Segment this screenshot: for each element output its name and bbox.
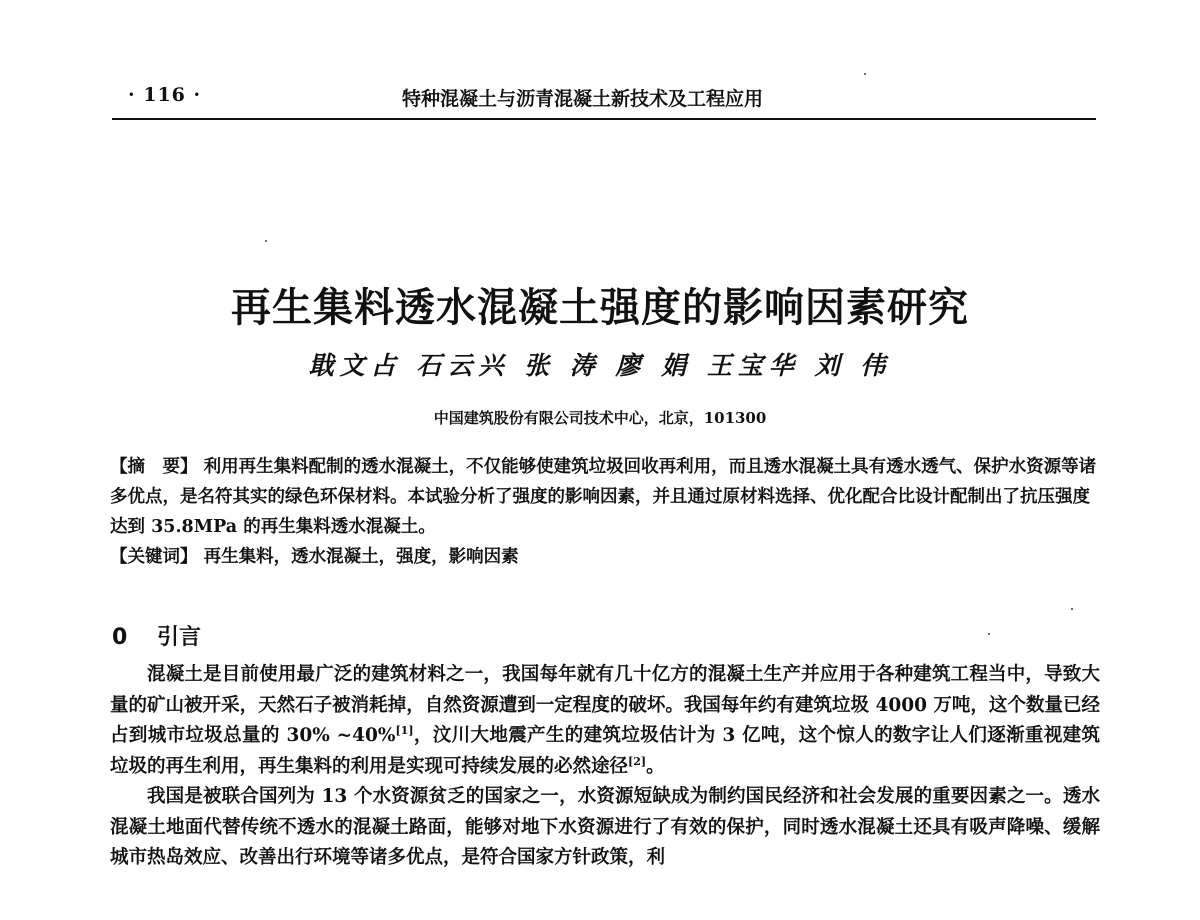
scan-speck [988, 633, 990, 635]
abstract-paragraph [110, 452, 1100, 542]
keywords-label: 【关键词】 [110, 547, 198, 567]
scan-speck [864, 73, 866, 75]
abstract-block [110, 452, 1100, 572]
paragraph-1-part-b: ，汶川大地震产生的建筑垃圾估计为 3 亿吨，这个惊人的数字让人们逐渐重视建筑垃圾的再生利用，再生集料的利用是实现可持续发展的必然途径 [110, 725, 1101, 777]
section-heading [112, 620, 201, 651]
author-list: 戢文占 石云兴 张 涛 廖 娟 王宝华 刘 伟 [308, 351, 892, 380]
section-title: 引言 [156, 625, 201, 650]
affiliation: 中国建筑股份有限公司技术中心，北京，101300 [433, 409, 767, 427]
body-text [110, 660, 1100, 874]
scan-speck [1071, 608, 1073, 610]
paragraph-1-part-a: 混凝土是目前使用最广泛的建筑材料之一，我国每年就有几十亿方的混凝土生产并应用于各种建筑工程当中，导致大量的矿山被开采，天然石子被消耗掉，自然资源遭到一定程度的破坏。我国每年约有建筑垃圾 4000 万吨，这个数量已经占到城市垃圾总量的 30% ~40% [110, 664, 1100, 746]
page-header [112, 84, 1096, 116]
page-number: · 116 · [128, 84, 202, 106]
abstract-text: 利用再生集料配制的透水混凝土，不仅能够使建筑垃圾回收再利用，而且透水混凝土具有透水透气、保护水资源等诸多优点，是名符其实的绿色环保材料。本试验分析了强度的影响因素，并且通过原材料选择、优化配合比设计配制出了抗压强度达到 35.8MPa 的再生集料透水混凝土。 [110, 457, 1097, 537]
running-title: 特种混凝土与沥青混凝土新技术及工程应用 [402, 88, 764, 110]
keywords-text: 再生集料，透水混凝土，强度，影响因素 [203, 547, 519, 567]
paragraph-1-part-c: 。 [646, 755, 665, 777]
keywords-paragraph [110, 542, 1100, 572]
header-rule [112, 118, 1096, 120]
scan-speck [265, 240, 267, 242]
article-title: 再生集料透水混凝土强度的影响因素研究 [231, 284, 969, 331]
citation-2: [2] [628, 754, 647, 768]
citation-1: [1] [395, 723, 414, 737]
section-number: 0 [112, 625, 128, 650]
abstract-label: 【摘 要】 [110, 457, 198, 477]
body-paragraph-2: 我国是被联合国列为 13 个水资源贫乏的国家之一，水资源短缺成为制约国民经济和社会发展的重要因素之一。透水混凝土地面代替传统不透水的混凝土路面，能够对地下水资源进行了有效的保护，同时透水混凝土还具有吸声降噪、缓解城市热岛效应、改善出行环境等诸多优点，是符合国家方针政策，利 [110, 786, 1100, 868]
body-paragraph-1 [110, 660, 1100, 782]
